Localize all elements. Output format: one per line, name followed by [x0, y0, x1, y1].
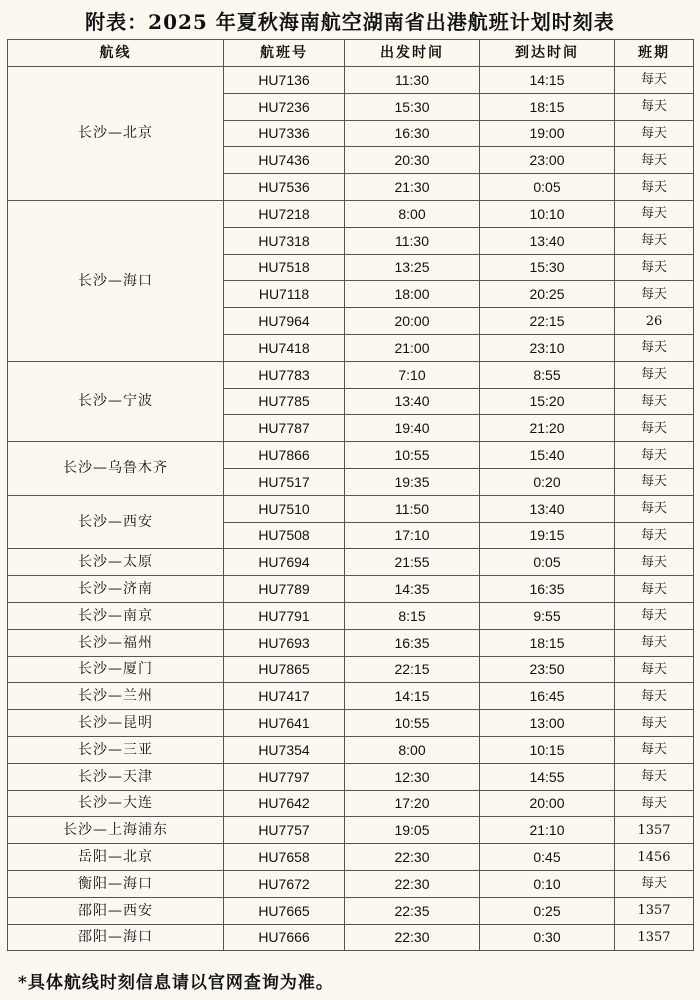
- arrival-time-cell: 21:20: [480, 415, 615, 442]
- departure-time-cell: 19:40: [345, 415, 480, 442]
- departure-time-cell: 21:30: [345, 174, 480, 201]
- flight-number-cell: HU7508: [224, 522, 345, 549]
- departure-time-cell: 22:15: [345, 656, 480, 683]
- departure-time-cell: 18:00: [345, 281, 480, 308]
- departure-time-cell: 16:30: [345, 120, 480, 147]
- frequency-cell: 每天: [615, 656, 694, 683]
- arrival-time-cell: 15:20: [480, 388, 615, 415]
- frequency-cell: 每天: [615, 200, 694, 227]
- departure-time-cell: 22:30: [345, 870, 480, 897]
- arrival-time-cell: 0:05: [480, 174, 615, 201]
- departure-time-cell: 10:55: [345, 442, 480, 469]
- table-row: [8, 629, 694, 656]
- arrival-time-cell: 0:25: [480, 897, 615, 924]
- flight-number-cell: HU7694: [224, 549, 345, 576]
- arrival-time-cell: 0:20: [480, 468, 615, 495]
- flight-number-cell: HU7791: [224, 602, 345, 629]
- departure-time-cell: 19:35: [345, 468, 480, 495]
- route-cell: 长沙—太原: [8, 549, 224, 576]
- route-cell: 长沙—南京: [8, 602, 224, 629]
- flight-number-cell: HU7136: [224, 67, 345, 94]
- departure-time-cell: 8:15: [345, 602, 480, 629]
- flight-number-cell: HU7118: [224, 281, 345, 308]
- frequency-cell: 1357: [615, 817, 694, 844]
- flight-schedule-table: [7, 39, 694, 951]
- flight-number-cell: HU7797: [224, 763, 345, 790]
- arrival-time-cell: 0:05: [480, 549, 615, 576]
- frequency-cell: 每天: [615, 468, 694, 495]
- frequency-cell: 每天: [615, 549, 694, 576]
- frequency-cell: 每天: [615, 254, 694, 281]
- header-arrival-time: 到达时间: [480, 40, 615, 67]
- arrival-time-cell: 15:30: [480, 254, 615, 281]
- route-cell: 长沙—福州: [8, 629, 224, 656]
- departure-time-cell: 7:10: [345, 361, 480, 388]
- flight-number-cell: HU7785: [224, 388, 345, 415]
- arrival-time-cell: 13:40: [480, 227, 615, 254]
- frequency-cell: 每天: [615, 522, 694, 549]
- flight-number-cell: HU7510: [224, 495, 345, 522]
- arrival-time-cell: 18:15: [480, 93, 615, 120]
- departure-time-cell: 19:05: [345, 817, 480, 844]
- table-body: [8, 67, 694, 951]
- table-row: [8, 736, 694, 763]
- frequency-cell: 每天: [615, 442, 694, 469]
- departure-time-cell: 13:25: [345, 254, 480, 281]
- route-cell: 长沙—济南: [8, 576, 224, 603]
- departure-time-cell: 16:35: [345, 629, 480, 656]
- departure-time-cell: 14:15: [345, 683, 480, 710]
- frequency-cell: 每天: [615, 120, 694, 147]
- flight-number-cell: HU7789: [224, 576, 345, 603]
- departure-time-cell: 8:00: [345, 200, 480, 227]
- departure-time-cell: 17:10: [345, 522, 480, 549]
- departure-time-cell: 20:00: [345, 308, 480, 335]
- frequency-cell: 每天: [615, 495, 694, 522]
- flight-number-cell: HU7417: [224, 683, 345, 710]
- route-cell: 长沙—三亚: [8, 736, 224, 763]
- flight-number-cell: HU7518: [224, 254, 345, 281]
- flight-number-cell: HU7757: [224, 817, 345, 844]
- flight-number-cell: HU7964: [224, 308, 345, 335]
- header-departure-time: 出发时间: [345, 40, 480, 67]
- table-row: [8, 495, 694, 522]
- flight-number-cell: HU7336: [224, 120, 345, 147]
- table-row: [8, 361, 694, 388]
- table-row: [8, 200, 694, 227]
- route-cell: 长沙—北京: [8, 67, 224, 201]
- route-cell: 长沙—兰州: [8, 683, 224, 710]
- arrival-time-cell: 8:55: [480, 361, 615, 388]
- departure-time-cell: 12:30: [345, 763, 480, 790]
- arrival-time-cell: 19:15: [480, 522, 615, 549]
- departure-time-cell: 22:35: [345, 897, 480, 924]
- departure-time-cell: 21:00: [345, 334, 480, 361]
- frequency-cell: 每天: [615, 736, 694, 763]
- arrival-time-cell: 13:00: [480, 710, 615, 737]
- table-header-row: [8, 40, 694, 67]
- flight-number-cell: HU7665: [224, 897, 345, 924]
- table-row: [8, 67, 694, 94]
- route-cell: 衡阳—海口: [8, 870, 224, 897]
- frequency-cell: 每天: [615, 602, 694, 629]
- arrival-time-cell: 10:15: [480, 736, 615, 763]
- table-row: [8, 924, 694, 951]
- frequency-cell: 每天: [615, 147, 694, 174]
- departure-time-cell: 15:30: [345, 93, 480, 120]
- arrival-time-cell: 20:00: [480, 790, 615, 817]
- flight-number-cell: HU7666: [224, 924, 345, 951]
- frequency-cell: 26: [615, 308, 694, 335]
- table-row: [8, 817, 694, 844]
- route-cell: 邵阳—西安: [8, 897, 224, 924]
- route-cell: 长沙—上海浦东: [8, 817, 224, 844]
- frequency-cell: 每天: [615, 415, 694, 442]
- route-cell: 长沙—乌鲁木齐: [8, 442, 224, 496]
- frequency-cell: 每天: [615, 576, 694, 603]
- arrival-time-cell: 13:40: [480, 495, 615, 522]
- departure-time-cell: 14:35: [345, 576, 480, 603]
- arrival-time-cell: 23:50: [480, 656, 615, 683]
- flight-number-cell: HU7354: [224, 736, 345, 763]
- frequency-cell: 每天: [615, 361, 694, 388]
- departure-time-cell: 20:30: [345, 147, 480, 174]
- flight-number-cell: HU7418: [224, 334, 345, 361]
- departure-time-cell: 11:30: [345, 67, 480, 94]
- route-cell: 长沙—昆明: [8, 710, 224, 737]
- frequency-cell: 每天: [615, 870, 694, 897]
- header-flight-number: 航班号: [224, 40, 345, 67]
- frequency-cell: 每天: [615, 67, 694, 94]
- arrival-time-cell: 9:55: [480, 602, 615, 629]
- frequency-cell: 每天: [615, 174, 694, 201]
- table-row: [8, 844, 694, 871]
- flight-number-cell: HU7865: [224, 656, 345, 683]
- arrival-time-cell: 23:00: [480, 147, 615, 174]
- departure-time-cell: 13:40: [345, 388, 480, 415]
- arrival-time-cell: 23:10: [480, 334, 615, 361]
- frequency-cell: 每天: [615, 790, 694, 817]
- flight-number-cell: HU7318: [224, 227, 345, 254]
- flight-number-cell: HU7536: [224, 174, 345, 201]
- frequency-cell: 1456: [615, 844, 694, 871]
- arrival-time-cell: 16:45: [480, 683, 615, 710]
- departure-time-cell: 10:55: [345, 710, 480, 737]
- header-route: 航线: [8, 40, 224, 67]
- table-row: [8, 549, 694, 576]
- route-cell: 长沙—西安: [8, 495, 224, 549]
- route-cell: 长沙—大连: [8, 790, 224, 817]
- departure-time-cell: 11:50: [345, 495, 480, 522]
- departure-time-cell: 22:30: [345, 924, 480, 951]
- flight-number-cell: HU7783: [224, 361, 345, 388]
- frequency-cell: 1357: [615, 897, 694, 924]
- route-cell: 长沙—天津: [8, 763, 224, 790]
- arrival-time-cell: 0:10: [480, 870, 615, 897]
- table-row: [8, 870, 694, 897]
- arrival-time-cell: 14:15: [480, 67, 615, 94]
- flight-number-cell: HU7236: [224, 93, 345, 120]
- arrival-time-cell: 0:30: [480, 924, 615, 951]
- route-cell: 长沙—海口: [8, 200, 224, 361]
- flight-number-cell: HU7218: [224, 200, 345, 227]
- flight-number-cell: HU7672: [224, 870, 345, 897]
- arrival-time-cell: 16:35: [480, 576, 615, 603]
- arrival-time-cell: 18:15: [480, 629, 615, 656]
- arrival-time-cell: 19:00: [480, 120, 615, 147]
- arrival-time-cell: 15:40: [480, 442, 615, 469]
- table-row: [8, 442, 694, 469]
- flight-number-cell: HU7693: [224, 629, 345, 656]
- frequency-cell: 每天: [615, 683, 694, 710]
- departure-time-cell: 8:00: [345, 736, 480, 763]
- route-cell: 岳阳—北京: [8, 844, 224, 871]
- table-row: [8, 576, 694, 603]
- table-row: [8, 790, 694, 817]
- arrival-time-cell: 10:10: [480, 200, 615, 227]
- frequency-cell: 每天: [615, 93, 694, 120]
- route-cell: 长沙—厦门: [8, 656, 224, 683]
- arrival-time-cell: 22:15: [480, 308, 615, 335]
- page-title: 附表：2025 年夏秋海南航空湖南省出港航班计划时刻表: [85, 10, 615, 34]
- header-frequency: 班期: [615, 40, 694, 67]
- arrival-time-cell: 21:10: [480, 817, 615, 844]
- arrival-time-cell: 14:55: [480, 763, 615, 790]
- table-row: [8, 656, 694, 683]
- flight-number-cell: HU7641: [224, 710, 345, 737]
- table-row: [8, 602, 694, 629]
- arrival-time-cell: 0:45: [480, 844, 615, 871]
- frequency-cell: 每天: [615, 388, 694, 415]
- frequency-cell: 每天: [615, 629, 694, 656]
- departure-time-cell: 11:30: [345, 227, 480, 254]
- frequency-cell: 每天: [615, 763, 694, 790]
- frequency-cell: 每天: [615, 710, 694, 737]
- frequency-cell: 1357: [615, 924, 694, 951]
- arrival-time-cell: 20:25: [480, 281, 615, 308]
- departure-time-cell: 22:30: [345, 844, 480, 871]
- frequency-cell: 每天: [615, 334, 694, 361]
- flight-number-cell: HU7866: [224, 442, 345, 469]
- flight-number-cell: HU7642: [224, 790, 345, 817]
- footnote: *具体航线时刻信息请以官网查询为准。: [18, 973, 334, 993]
- flight-number-cell: HU7517: [224, 468, 345, 495]
- departure-time-cell: 17:20: [345, 790, 480, 817]
- route-cell: 长沙—宁波: [8, 361, 224, 441]
- table-row: [8, 897, 694, 924]
- frequency-cell: 每天: [615, 281, 694, 308]
- route-cell: 邵阳—海口: [8, 924, 224, 951]
- table-row: [8, 683, 694, 710]
- flight-number-cell: HU7436: [224, 147, 345, 174]
- departure-time-cell: 21:55: [345, 549, 480, 576]
- flight-number-cell: HU7787: [224, 415, 345, 442]
- flight-number-cell: HU7658: [224, 844, 345, 871]
- table-row: [8, 710, 694, 737]
- frequency-cell: 每天: [615, 227, 694, 254]
- table-row: [8, 763, 694, 790]
